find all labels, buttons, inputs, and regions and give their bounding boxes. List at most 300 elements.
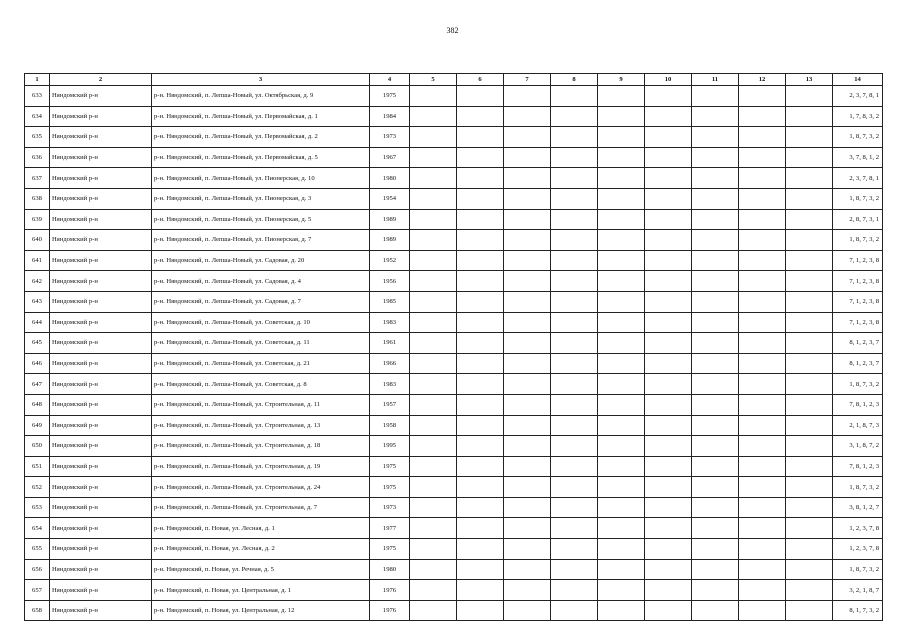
empty-cell bbox=[692, 353, 739, 374]
empty-cell bbox=[551, 250, 598, 271]
table-row bbox=[25, 168, 883, 189]
empty-cell bbox=[457, 415, 504, 436]
year-cell: 1975 bbox=[370, 539, 410, 560]
empty-cell bbox=[739, 497, 786, 518]
empty-cell bbox=[504, 106, 551, 127]
empty-cell bbox=[786, 353, 833, 374]
empty-cell bbox=[504, 353, 551, 374]
empty-cell bbox=[692, 106, 739, 127]
row-number-cell: 649 bbox=[25, 415, 50, 436]
empty-cell bbox=[504, 580, 551, 601]
empty-cell bbox=[692, 188, 739, 209]
empty-cell bbox=[457, 436, 504, 457]
empty-cell bbox=[645, 312, 692, 333]
row-number-cell: 654 bbox=[25, 518, 50, 539]
empty-cell bbox=[457, 312, 504, 333]
empty-cell bbox=[457, 271, 504, 292]
district-cell: Няндомский р-н bbox=[50, 147, 152, 168]
empty-cell bbox=[786, 188, 833, 209]
empty-cell bbox=[786, 497, 833, 518]
empty-cell bbox=[410, 291, 457, 312]
code-cell: 1, 8, 7, 3, 2 bbox=[833, 559, 883, 580]
empty-cell bbox=[739, 374, 786, 395]
empty-cell bbox=[457, 559, 504, 580]
table-row bbox=[25, 353, 883, 374]
row-number-cell: 639 bbox=[25, 209, 50, 230]
district-cell: Няндомский р-н bbox=[50, 209, 152, 230]
empty-cell bbox=[504, 230, 551, 251]
empty-cell bbox=[504, 312, 551, 333]
empty-cell bbox=[598, 333, 645, 354]
column-header: 14 bbox=[833, 74, 883, 86]
column-header: 10 bbox=[645, 74, 692, 86]
empty-cell bbox=[739, 477, 786, 498]
code-cell: 1, 8, 7, 3, 2 bbox=[833, 374, 883, 395]
column-header: 2 bbox=[50, 74, 152, 86]
year-cell: 1975 bbox=[370, 477, 410, 498]
empty-cell bbox=[739, 86, 786, 107]
empty-cell bbox=[504, 147, 551, 168]
year-cell: 1995 bbox=[370, 436, 410, 457]
table-row bbox=[25, 291, 883, 312]
empty-cell bbox=[457, 518, 504, 539]
empty-cell bbox=[786, 250, 833, 271]
empty-cell bbox=[598, 477, 645, 498]
address-cell: р-н. Няндомский, п. Лепша-Новый, ул. Садовая, д. 4 bbox=[152, 271, 370, 292]
empty-cell bbox=[692, 477, 739, 498]
empty-cell bbox=[504, 415, 551, 436]
table-row bbox=[25, 518, 883, 539]
row-number-cell: 658 bbox=[25, 600, 50, 621]
address-cell: р-н. Няндомский, п. Лепша-Новый, ул. Строительная, д. 19 bbox=[152, 456, 370, 477]
empty-cell bbox=[645, 436, 692, 457]
empty-cell bbox=[739, 250, 786, 271]
year-cell: 1973 bbox=[370, 127, 410, 148]
address-cell: р-н. Няндомский, п. Лепша-Новый, ул. Советская, д. 8 bbox=[152, 374, 370, 395]
year-cell: 1984 bbox=[370, 106, 410, 127]
housing-table bbox=[24, 73, 883, 621]
address-cell: р-н. Няндомский, п. Лепша-Новый, ул. Советская, д. 21 bbox=[152, 353, 370, 374]
empty-cell bbox=[692, 374, 739, 395]
row-number-cell: 642 bbox=[25, 271, 50, 292]
column-header: 4 bbox=[370, 74, 410, 86]
column-header: 13 bbox=[786, 74, 833, 86]
empty-cell bbox=[410, 539, 457, 560]
empty-cell bbox=[739, 147, 786, 168]
empty-cell bbox=[598, 188, 645, 209]
year-cell: 1966 bbox=[370, 353, 410, 374]
district-cell: Няндомский р-н bbox=[50, 518, 152, 539]
empty-cell bbox=[504, 539, 551, 560]
empty-cell bbox=[598, 106, 645, 127]
address-cell: р-н. Няндомский, п. Лепша-Новый, ул. Первомайская, д. 5 bbox=[152, 147, 370, 168]
empty-cell bbox=[504, 188, 551, 209]
year-cell: 1957 bbox=[370, 394, 410, 415]
empty-cell bbox=[692, 580, 739, 601]
row-number-cell: 655 bbox=[25, 539, 50, 560]
empty-cell bbox=[410, 415, 457, 436]
empty-cell bbox=[504, 86, 551, 107]
table-row bbox=[25, 86, 883, 107]
district-cell: Няндомский р-н bbox=[50, 312, 152, 333]
empty-cell bbox=[786, 559, 833, 580]
empty-cell bbox=[504, 477, 551, 498]
address-cell: р-н. Няндомский, п. Лепша-Новый, ул. Пионерская, д. 3 bbox=[152, 188, 370, 209]
year-cell: 1956 bbox=[370, 271, 410, 292]
row-number-cell: 641 bbox=[25, 250, 50, 271]
address-cell: р-н. Няндомский, п. Новая, ул. Центральная, д. 1 bbox=[152, 580, 370, 601]
empty-cell bbox=[457, 580, 504, 601]
empty-cell bbox=[410, 127, 457, 148]
address-cell: р-н. Няндомский, п. Новая, ул. Центральная, д. 12 bbox=[152, 600, 370, 621]
address-cell: р-н. Няндомский, п. Лепша-Новый, ул. Советская, д. 10 bbox=[152, 312, 370, 333]
row-number-cell: 657 bbox=[25, 580, 50, 601]
empty-cell bbox=[504, 250, 551, 271]
empty-cell bbox=[692, 250, 739, 271]
empty-cell bbox=[645, 209, 692, 230]
empty-cell bbox=[551, 415, 598, 436]
empty-cell bbox=[598, 353, 645, 374]
empty-cell bbox=[410, 436, 457, 457]
empty-cell bbox=[645, 147, 692, 168]
empty-cell bbox=[786, 127, 833, 148]
empty-cell bbox=[645, 559, 692, 580]
empty-cell bbox=[786, 168, 833, 189]
empty-cell bbox=[504, 497, 551, 518]
address-cell: р-н. Няндомский, п. Лепша-Новый, ул. Строительная, д. 7 bbox=[152, 497, 370, 518]
empty-cell bbox=[598, 127, 645, 148]
row-number-cell: 652 bbox=[25, 477, 50, 498]
table-row bbox=[25, 394, 883, 415]
empty-cell bbox=[551, 497, 598, 518]
empty-cell bbox=[410, 209, 457, 230]
empty-cell bbox=[551, 477, 598, 498]
address-cell: р-н. Няндомский, п. Лепша-Новый, ул. Пионерская, д. 5 bbox=[152, 209, 370, 230]
year-cell: 1975 bbox=[370, 456, 410, 477]
empty-cell bbox=[410, 230, 457, 251]
code-cell: 1, 7, 8, 3, 2 bbox=[833, 106, 883, 127]
empty-cell bbox=[786, 333, 833, 354]
empty-cell bbox=[410, 497, 457, 518]
row-number-cell: 656 bbox=[25, 559, 50, 580]
row-number-cell: 645 bbox=[25, 333, 50, 354]
district-cell: Няндомский р-н bbox=[50, 436, 152, 457]
empty-cell bbox=[457, 291, 504, 312]
empty-cell bbox=[457, 106, 504, 127]
table-row bbox=[25, 209, 883, 230]
empty-cell bbox=[457, 230, 504, 251]
address-cell: р-н. Няндомский, п. Лепша-Новый, ул. Строительная, д. 24 bbox=[152, 477, 370, 498]
address-cell: р-н. Няндомский, п. Лепша-Новый, ул. Первомайская, д. 1 bbox=[152, 106, 370, 127]
empty-cell bbox=[551, 539, 598, 560]
district-cell: Няндомский р-н bbox=[50, 374, 152, 395]
district-cell: Няндомский р-н bbox=[50, 415, 152, 436]
empty-cell bbox=[786, 209, 833, 230]
empty-cell bbox=[504, 456, 551, 477]
table-row bbox=[25, 539, 883, 560]
empty-cell bbox=[739, 518, 786, 539]
empty-cell bbox=[739, 580, 786, 601]
empty-cell bbox=[692, 168, 739, 189]
empty-cell bbox=[786, 477, 833, 498]
empty-cell bbox=[551, 580, 598, 601]
empty-cell bbox=[692, 436, 739, 457]
empty-cell bbox=[410, 353, 457, 374]
address-cell: р-н. Няндомский, п. Лепша-Новый, ул. Строительная, д. 18 bbox=[152, 436, 370, 457]
empty-cell bbox=[645, 518, 692, 539]
empty-cell bbox=[457, 394, 504, 415]
empty-cell bbox=[457, 456, 504, 477]
address-cell: р-н. Няндомский, п. Новая, ул. Лесная, д. 1 bbox=[152, 518, 370, 539]
table-row bbox=[25, 477, 883, 498]
empty-cell bbox=[786, 436, 833, 457]
empty-cell bbox=[692, 394, 739, 415]
code-cell: 1, 2, 3, 7, 8 bbox=[833, 518, 883, 539]
empty-cell bbox=[551, 394, 598, 415]
empty-cell bbox=[598, 230, 645, 251]
empty-cell bbox=[739, 230, 786, 251]
row-number-cell: 636 bbox=[25, 147, 50, 168]
empty-cell bbox=[645, 539, 692, 560]
code-cell: 7, 8, 1, 2, 3 bbox=[833, 394, 883, 415]
empty-cell bbox=[598, 600, 645, 621]
empty-cell bbox=[410, 312, 457, 333]
empty-cell bbox=[551, 127, 598, 148]
district-cell: Няндомский р-н bbox=[50, 271, 152, 292]
column-header: 6 bbox=[457, 74, 504, 86]
empty-cell bbox=[551, 271, 598, 292]
column-header: 12 bbox=[739, 74, 786, 86]
empty-cell bbox=[598, 456, 645, 477]
column-header: 7 bbox=[504, 74, 551, 86]
year-cell: 1952 bbox=[370, 250, 410, 271]
address-cell: р-н. Няндомский, п. Лепша-Новый, ул. Пионерская, д. 7 bbox=[152, 230, 370, 251]
district-cell: Няндомский р-н bbox=[50, 456, 152, 477]
empty-cell bbox=[645, 86, 692, 107]
address-cell: р-н. Няндомский, п. Лепша-Новый, ул. Строительная, д. 13 bbox=[152, 415, 370, 436]
empty-cell bbox=[551, 374, 598, 395]
year-cell: 1961 bbox=[370, 333, 410, 354]
table-row bbox=[25, 497, 883, 518]
table-row bbox=[25, 188, 883, 209]
code-cell: 2, 3, 7, 8, 1 bbox=[833, 168, 883, 189]
empty-cell bbox=[598, 580, 645, 601]
empty-cell bbox=[457, 333, 504, 354]
empty-cell bbox=[504, 271, 551, 292]
empty-cell bbox=[692, 497, 739, 518]
table-row bbox=[25, 580, 883, 601]
empty-cell bbox=[786, 230, 833, 251]
empty-cell bbox=[598, 497, 645, 518]
year-cell: 1989 bbox=[370, 209, 410, 230]
year-cell: 1976 bbox=[370, 600, 410, 621]
address-cell: р-н. Няндомский, п. Лепша-Новый, ул. Октябрьская, д. 9 bbox=[152, 86, 370, 107]
empty-cell bbox=[645, 168, 692, 189]
empty-cell bbox=[457, 127, 504, 148]
empty-cell bbox=[457, 353, 504, 374]
empty-cell bbox=[551, 559, 598, 580]
table-body bbox=[25, 86, 883, 621]
district-cell: Няндомский р-н bbox=[50, 477, 152, 498]
year-cell: 1954 bbox=[370, 188, 410, 209]
empty-cell bbox=[786, 415, 833, 436]
empty-cell bbox=[598, 415, 645, 436]
code-cell: 1, 2, 3, 7, 8 bbox=[833, 539, 883, 560]
district-cell: Няндомский р-н bbox=[50, 250, 152, 271]
empty-cell bbox=[692, 230, 739, 251]
table-row bbox=[25, 250, 883, 271]
empty-cell bbox=[410, 147, 457, 168]
empty-cell bbox=[645, 106, 692, 127]
code-cell: 1, 8, 7, 3, 2 bbox=[833, 127, 883, 148]
empty-cell bbox=[598, 394, 645, 415]
empty-cell bbox=[645, 333, 692, 354]
year-cell: 1980 bbox=[370, 559, 410, 580]
table-row bbox=[25, 415, 883, 436]
year-cell: 1989 bbox=[370, 230, 410, 251]
table-row bbox=[25, 456, 883, 477]
empty-cell bbox=[410, 188, 457, 209]
empty-cell bbox=[504, 518, 551, 539]
empty-cell bbox=[598, 436, 645, 457]
empty-cell bbox=[504, 374, 551, 395]
empty-cell bbox=[692, 559, 739, 580]
empty-cell bbox=[692, 209, 739, 230]
empty-cell bbox=[551, 333, 598, 354]
district-cell: Няндомский р-н bbox=[50, 353, 152, 374]
district-cell: Няндомский р-н bbox=[50, 600, 152, 621]
code-cell: 1, 8, 7, 3, 2 bbox=[833, 477, 883, 498]
empty-cell bbox=[739, 168, 786, 189]
code-cell: 2, 1, 8, 7, 3 bbox=[833, 415, 883, 436]
empty-cell bbox=[739, 312, 786, 333]
empty-cell bbox=[645, 497, 692, 518]
code-cell: 8, 1, 7, 3, 2 bbox=[833, 600, 883, 621]
empty-cell bbox=[739, 127, 786, 148]
empty-cell bbox=[457, 497, 504, 518]
empty-cell bbox=[739, 209, 786, 230]
empty-cell bbox=[692, 86, 739, 107]
empty-cell bbox=[739, 291, 786, 312]
empty-cell bbox=[504, 600, 551, 621]
empty-cell bbox=[504, 559, 551, 580]
empty-cell bbox=[739, 333, 786, 354]
empty-cell bbox=[645, 394, 692, 415]
address-cell: р-н. Няндомский, п. Лепша-Новый, ул. Пионерская, д. 10 bbox=[152, 168, 370, 189]
empty-cell bbox=[786, 291, 833, 312]
row-number-cell: 637 bbox=[25, 168, 50, 189]
empty-cell bbox=[645, 374, 692, 395]
table-row bbox=[25, 559, 883, 580]
code-cell: 3, 8, 1, 2, 7 bbox=[833, 497, 883, 518]
empty-cell bbox=[551, 456, 598, 477]
empty-cell bbox=[692, 312, 739, 333]
code-cell: 1, 8, 7, 3, 2 bbox=[833, 188, 883, 209]
district-cell: Няндомский р-н bbox=[50, 394, 152, 415]
column-header: 9 bbox=[598, 74, 645, 86]
address-cell: р-н. Няндомский, п. Лепша-Новый, ул. Первомайская, д. 2 bbox=[152, 127, 370, 148]
district-cell: Няндомский р-н bbox=[50, 333, 152, 354]
code-cell: 7, 1, 2, 3, 8 bbox=[833, 312, 883, 333]
empty-cell bbox=[786, 518, 833, 539]
address-cell: р-н. Няндомский, п. Лепша-Новый, ул. Советская, д. 11 bbox=[152, 333, 370, 354]
empty-cell bbox=[739, 436, 786, 457]
empty-cell bbox=[739, 106, 786, 127]
empty-cell bbox=[786, 456, 833, 477]
address-cell: р-н. Няндомский, п. Лепша-Новый, ул. Строительная, д. 11 bbox=[152, 394, 370, 415]
empty-cell bbox=[457, 188, 504, 209]
empty-cell bbox=[645, 271, 692, 292]
empty-cell bbox=[786, 271, 833, 292]
empty-cell bbox=[739, 271, 786, 292]
row-number-cell: 650 bbox=[25, 436, 50, 457]
row-number-cell: 653 bbox=[25, 497, 50, 518]
empty-cell bbox=[645, 127, 692, 148]
code-cell: 2, 8, 7, 3, 1 bbox=[833, 209, 883, 230]
empty-cell bbox=[786, 539, 833, 560]
district-cell: Няндомский р-н bbox=[50, 168, 152, 189]
empty-cell bbox=[551, 168, 598, 189]
column-header: 3 bbox=[152, 74, 370, 86]
year-cell: 1967 bbox=[370, 147, 410, 168]
row-number-cell: 647 bbox=[25, 374, 50, 395]
empty-cell bbox=[551, 518, 598, 539]
empty-cell bbox=[786, 374, 833, 395]
empty-cell bbox=[645, 580, 692, 601]
empty-cell bbox=[692, 518, 739, 539]
empty-cell bbox=[739, 415, 786, 436]
empty-cell bbox=[645, 477, 692, 498]
empty-cell bbox=[504, 209, 551, 230]
empty-cell bbox=[692, 291, 739, 312]
empty-cell bbox=[645, 250, 692, 271]
empty-cell bbox=[410, 559, 457, 580]
empty-cell bbox=[504, 333, 551, 354]
empty-cell bbox=[645, 600, 692, 621]
table-row bbox=[25, 230, 883, 251]
table-row bbox=[25, 106, 883, 127]
empty-cell bbox=[457, 147, 504, 168]
empty-cell bbox=[598, 539, 645, 560]
code-cell: 3, 1, 8, 7, 2 bbox=[833, 436, 883, 457]
page-number: 382 bbox=[446, 26, 459, 35]
table-row bbox=[25, 127, 883, 148]
empty-cell bbox=[457, 539, 504, 560]
code-cell: 1, 8, 7, 3, 2 bbox=[833, 230, 883, 251]
empty-cell bbox=[598, 147, 645, 168]
empty-cell bbox=[692, 271, 739, 292]
empty-cell bbox=[598, 374, 645, 395]
year-cell: 1973 bbox=[370, 497, 410, 518]
empty-cell bbox=[551, 312, 598, 333]
district-cell: Няндомский р-н bbox=[50, 539, 152, 560]
empty-cell bbox=[739, 394, 786, 415]
empty-cell bbox=[598, 86, 645, 107]
column-header: 11 bbox=[692, 74, 739, 86]
empty-cell bbox=[551, 230, 598, 251]
empty-cell bbox=[457, 250, 504, 271]
empty-cell bbox=[786, 394, 833, 415]
empty-cell bbox=[457, 600, 504, 621]
empty-cell bbox=[739, 600, 786, 621]
table-row bbox=[25, 374, 883, 395]
year-cell: 1983 bbox=[370, 374, 410, 395]
column-header: 8 bbox=[551, 74, 598, 86]
empty-cell bbox=[410, 250, 457, 271]
district-cell: Няндомский р-н bbox=[50, 559, 152, 580]
table-row bbox=[25, 271, 883, 292]
year-cell: 1976 bbox=[370, 580, 410, 601]
